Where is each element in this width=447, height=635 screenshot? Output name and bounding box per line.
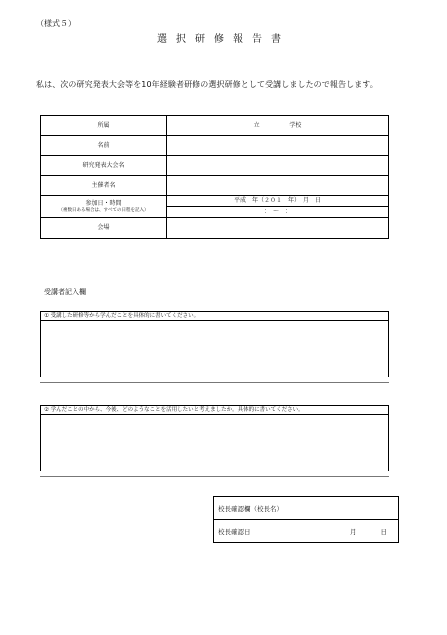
- affiliation-prefecture-suffix: 立: [253, 121, 260, 129]
- day-label: 日: [380, 527, 387, 536]
- row-organizer: [41, 176, 389, 196]
- date-line[interactable]: 平成 年（２０１ 年） 月 日: [167, 196, 388, 207]
- organizer-field[interactable]: [167, 176, 389, 196]
- principal-confirm-label: 校長確認欄（校長名）: [218, 504, 283, 513]
- name-label: 名前: [41, 136, 167, 156]
- event-name-label: 研究発表大会名: [41, 156, 167, 176]
- principal-confirm-field[interactable]: [214, 497, 399, 520]
- venue-field[interactable]: [167, 218, 389, 239]
- info-table: [40, 115, 389, 239]
- principal-confirm-row: [214, 497, 399, 520]
- row-affiliation: [41, 116, 389, 136]
- venue-label: 会場: [41, 218, 167, 239]
- principal-date-row: [214, 520, 399, 543]
- time-line[interactable]: ： ～ ：: [263, 208, 291, 215]
- month-label: 月: [350, 527, 357, 536]
- principal-date-field[interactable]: [214, 520, 399, 543]
- learning-prompt: ① 受講した研修等から学んだことを具体的に書いてください。: [41, 312, 388, 321]
- affiliation-school-suffix: 学校: [289, 121, 302, 129]
- row-date-time: [41, 196, 389, 218]
- date-time-label-cell: [41, 196, 167, 218]
- affiliation-label: 所属: [41, 116, 167, 136]
- row-venue: [41, 218, 389, 239]
- application-textarea[interactable]: [41, 415, 388, 471]
- learning-textarea[interactable]: [41, 321, 388, 377]
- section-title: 受講者記入欄: [44, 288, 86, 296]
- organizer-label: 主催者名: [41, 176, 167, 196]
- learning-box: [40, 311, 389, 377]
- date-time-label: 参加日・時間: [85, 199, 122, 207]
- affiliation-field[interactable]: [167, 116, 389, 136]
- application-box: [40, 405, 389, 471]
- row-event-name: [41, 156, 389, 176]
- name-field[interactable]: [167, 136, 389, 156]
- row-name: [41, 136, 389, 156]
- page-title: 選択研修報告書: [157, 34, 290, 45]
- intro-text: 私は、次の研究発表大会等を10年経験者研修の選択研修として受講しましたので報告します。: [36, 80, 378, 89]
- application-prompt: ② 学んだことの中から、今後、どのようなことを活用したいと考えましたか。具体的に書いてください。: [41, 406, 388, 415]
- date-time-note: （複数日ある場合は、すべての日程を記入）: [58, 207, 149, 213]
- form-number: （様式５）: [36, 19, 76, 28]
- application-box-baseline: [40, 476, 389, 477]
- learning-box-baseline: [40, 382, 389, 383]
- principal-date-label: 校長確認日: [218, 527, 251, 536]
- principal-confirmation-table: [213, 496, 399, 543]
- event-name-field[interactable]: [167, 156, 389, 176]
- date-time-field[interactable]: [167, 196, 389, 218]
